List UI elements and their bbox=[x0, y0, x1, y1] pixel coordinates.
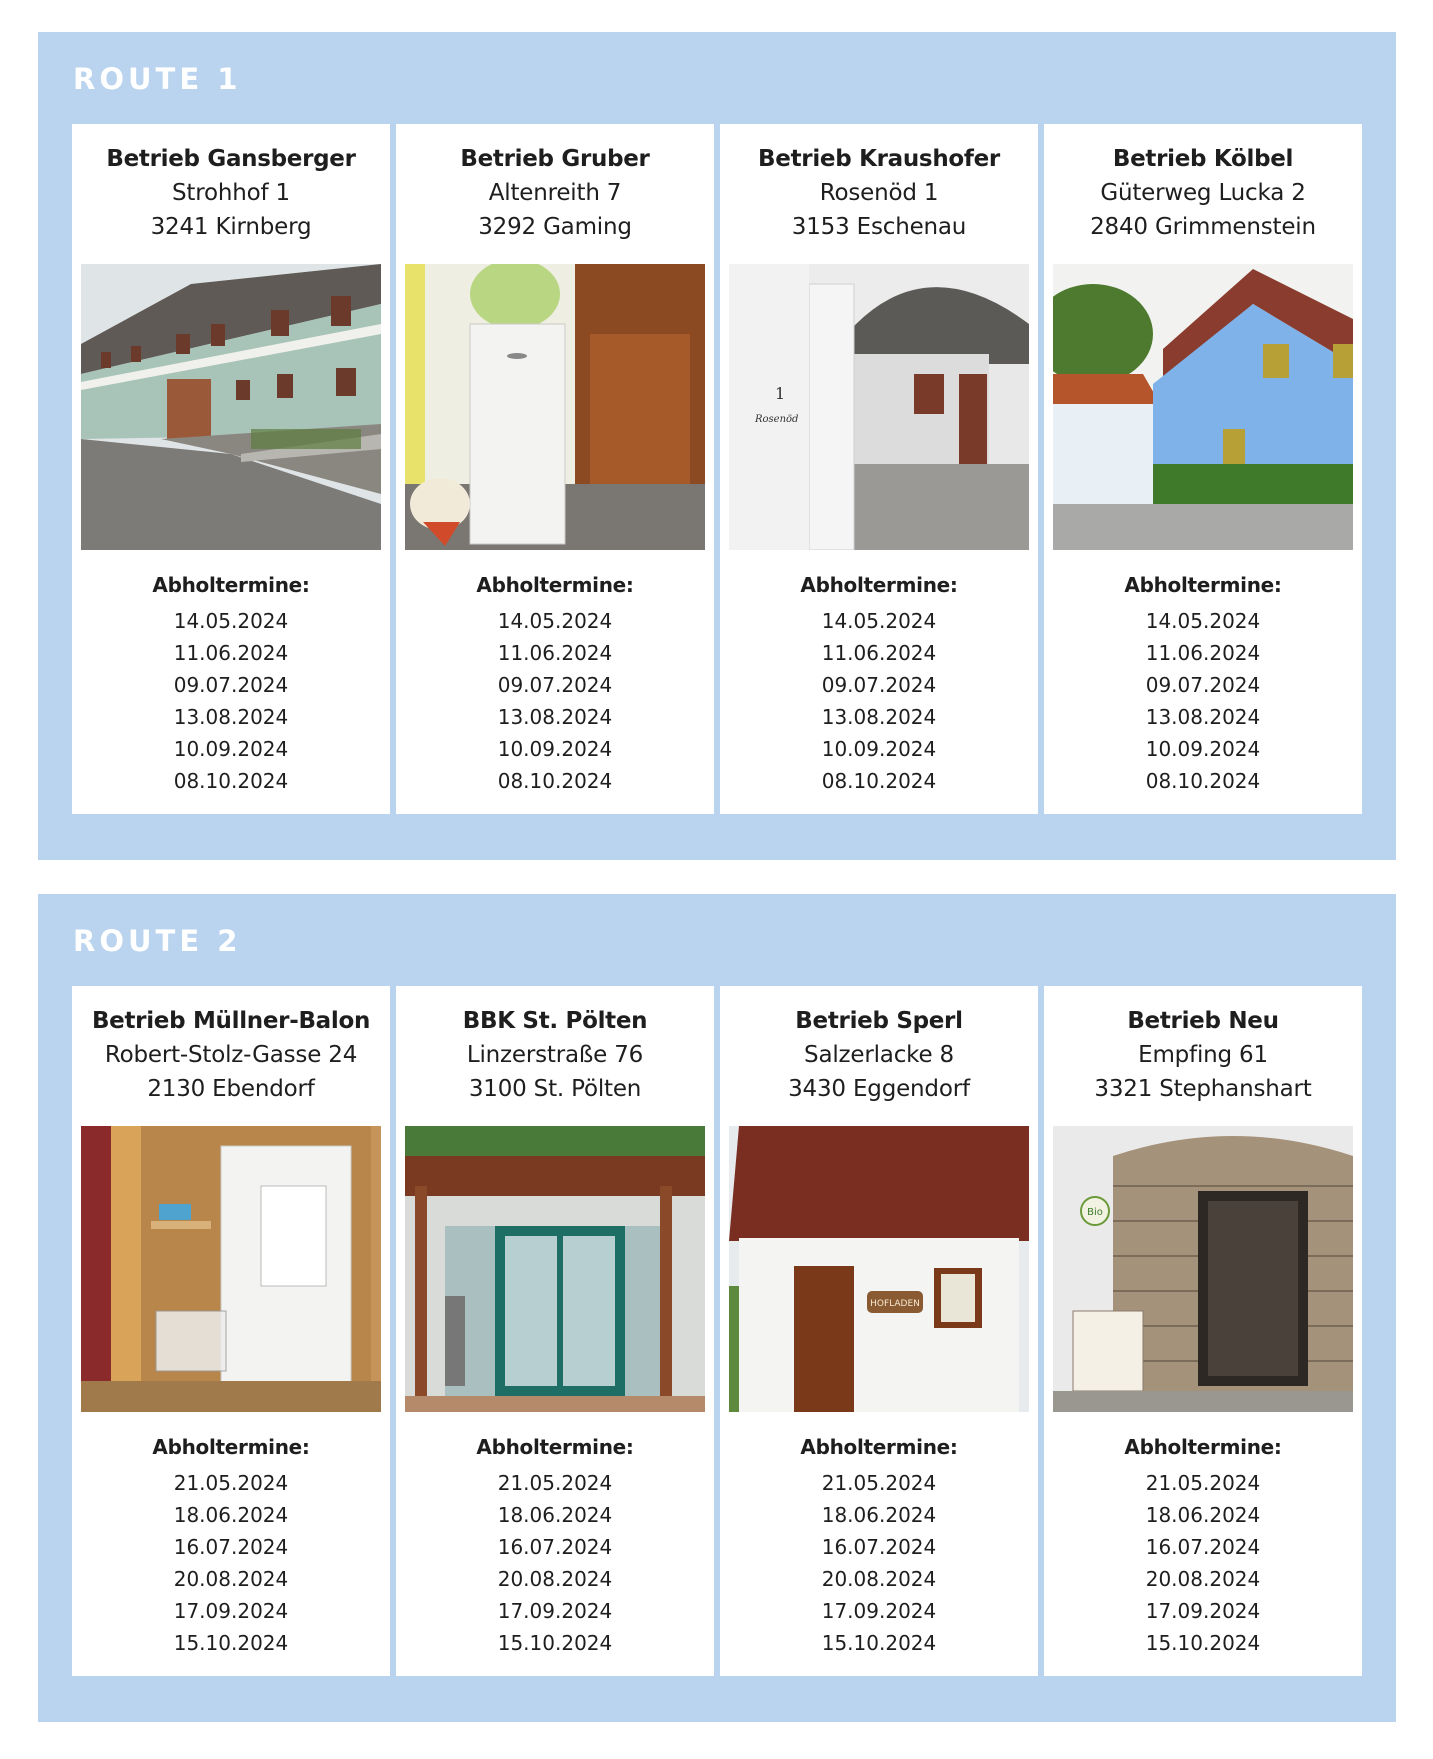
pickup-date: 10.09.2024 bbox=[821, 737, 937, 761]
farm-city: 3430 Eggendorf bbox=[788, 1076, 970, 1102]
farm-city: 3241 Kirnberg bbox=[150, 214, 312, 240]
pickup-date: 14.05.2024 bbox=[821, 609, 937, 633]
farm-photo-archway bbox=[729, 264, 1029, 550]
house-number-sign: 1 bbox=[775, 384, 786, 403]
route-title: ROUTE 1 bbox=[73, 62, 242, 96]
farm-card-list bbox=[72, 986, 1362, 1676]
farm-card-gansberger bbox=[72, 124, 390, 814]
farm-city: 2130 Ebendorf bbox=[147, 1076, 315, 1102]
pickup-date: 17.09.2024 bbox=[1145, 1599, 1261, 1623]
pickup-date: 18.06.2024 bbox=[821, 1503, 937, 1527]
farm-street: Rosenöd 1 bbox=[819, 180, 939, 206]
pickup-dates-label: Abholtermine: bbox=[800, 573, 958, 597]
farm-shop-sign: HOFLADEN bbox=[870, 1299, 920, 1309]
pickup-dates-label: Abholtermine: bbox=[800, 1435, 958, 1459]
pickup-dates-list bbox=[1044, 605, 1362, 797]
house-name-sign: Rosenöd bbox=[755, 414, 799, 425]
pickup-dates-list bbox=[396, 1467, 714, 1659]
route-title: ROUTE 2 bbox=[73, 924, 242, 958]
pickup-date: 21.05.2024 bbox=[821, 1471, 937, 1495]
farm-card-muellner-balon bbox=[72, 986, 390, 1676]
farm-photo-office-entrance bbox=[405, 1126, 705, 1412]
pickup-date: 11.06.2024 bbox=[173, 641, 289, 665]
farm-city: 3321 Stephanshart bbox=[1094, 1076, 1312, 1102]
pickup-date: 15.10.2024 bbox=[497, 1631, 613, 1655]
pickup-date: 13.08.2024 bbox=[497, 705, 613, 729]
pickup-dates-list bbox=[720, 1467, 1038, 1659]
pickup-date: 11.06.2024 bbox=[821, 641, 937, 665]
pickup-date: 08.10.2024 bbox=[173, 769, 289, 793]
pickup-date: 16.07.2024 bbox=[173, 1535, 289, 1559]
pickup-date: 09.07.2024 bbox=[173, 673, 289, 697]
pickup-date: 08.10.2024 bbox=[821, 769, 937, 793]
farm-photo-blue-house bbox=[1053, 264, 1353, 550]
pickup-date: 20.08.2024 bbox=[1145, 1567, 1261, 1591]
farm-street: Strohhof 1 bbox=[172, 180, 290, 206]
farm-name: Betrieb Gruber bbox=[460, 146, 650, 172]
farm-name: Betrieb Gansberger bbox=[106, 146, 356, 172]
pickup-date: 11.06.2024 bbox=[1145, 641, 1261, 665]
farm-street: Salzerlacke 8 bbox=[804, 1042, 954, 1068]
farm-photo-fridge-at-door bbox=[405, 264, 705, 550]
farm-photo-farmhouse bbox=[81, 264, 381, 550]
pickup-date: 21.05.2024 bbox=[497, 1471, 613, 1495]
pickup-date: 14.05.2024 bbox=[173, 609, 289, 633]
farm-street: Güterweg Lucka 2 bbox=[1100, 180, 1306, 206]
pickup-dates-label: Abholtermine: bbox=[476, 1435, 634, 1459]
pickup-dates-label: Abholtermine: bbox=[152, 573, 310, 597]
route-2-panel bbox=[38, 894, 1396, 1722]
pickup-date: 15.10.2024 bbox=[1145, 1631, 1261, 1655]
pickup-dates-label: Abholtermine: bbox=[152, 1435, 310, 1459]
pickup-date: 18.06.2024 bbox=[173, 1503, 289, 1527]
farm-card-sperl bbox=[720, 986, 1038, 1676]
pickup-dates-list bbox=[396, 605, 714, 797]
pickup-dates-label: Abholtermine: bbox=[476, 573, 634, 597]
pickup-date: 21.05.2024 bbox=[1145, 1471, 1261, 1495]
bio-logo: Bio bbox=[1087, 1207, 1103, 1218]
pickup-date: 20.08.2024 bbox=[173, 1567, 289, 1591]
pickup-dates-label: Abholtermine: bbox=[1124, 1435, 1282, 1459]
farm-street: Robert-Stolz-Gasse 24 bbox=[104, 1042, 358, 1068]
farm-street: Altenreith 7 bbox=[488, 180, 622, 206]
pickup-date: 14.05.2024 bbox=[1145, 609, 1261, 633]
pickup-date: 17.09.2024 bbox=[497, 1599, 613, 1623]
pickup-dates-list bbox=[1044, 1467, 1362, 1659]
farm-photo-stone-entrance bbox=[1053, 1126, 1353, 1412]
pickup-date: 09.07.2024 bbox=[497, 673, 613, 697]
pickup-dates-label: Abholtermine: bbox=[1124, 573, 1282, 597]
pickup-date: 10.09.2024 bbox=[497, 737, 613, 761]
farm-card-gruber bbox=[396, 124, 714, 814]
pickup-date: 13.08.2024 bbox=[821, 705, 937, 729]
farm-street: Empfing 61 bbox=[1138, 1042, 1268, 1068]
pickup-date: 09.07.2024 bbox=[821, 673, 937, 697]
pickup-dates-list bbox=[72, 1467, 390, 1659]
pickup-date: 16.07.2024 bbox=[821, 1535, 937, 1559]
farm-city: 3153 Eschenau bbox=[791, 214, 967, 240]
farm-name: Betrieb Müllner-Balon bbox=[91, 1008, 371, 1034]
pickup-date: 17.09.2024 bbox=[821, 1599, 937, 1623]
farm-card-bbk-st-poelten bbox=[396, 986, 714, 1676]
farm-photo-farm-shop bbox=[729, 1126, 1029, 1412]
pickup-date: 13.08.2024 bbox=[173, 705, 289, 729]
farm-city: 3292 Gaming bbox=[478, 214, 632, 240]
pickup-date: 18.06.2024 bbox=[497, 1503, 613, 1527]
farm-card-list bbox=[72, 124, 1362, 814]
pickup-date: 15.10.2024 bbox=[173, 1631, 289, 1655]
pickup-date: 10.09.2024 bbox=[1145, 737, 1261, 761]
farm-name: Betrieb Neu bbox=[1127, 1008, 1279, 1034]
pickup-date: 16.07.2024 bbox=[497, 1535, 613, 1559]
pickup-date: 17.09.2024 bbox=[173, 1599, 289, 1623]
pickup-dates-list bbox=[720, 605, 1038, 797]
farm-name: Betrieb Kraushofer bbox=[758, 146, 1000, 172]
farm-card-kraushofer bbox=[720, 124, 1038, 814]
farm-name: Betrieb Sperl bbox=[795, 1008, 963, 1034]
pickup-date: 16.07.2024 bbox=[1145, 1535, 1261, 1559]
farm-card-koelbel bbox=[1044, 124, 1362, 814]
route-1-panel bbox=[38, 32, 1396, 860]
pickup-date: 08.10.2024 bbox=[1145, 769, 1261, 793]
farm-city: 3100 St. Pölten bbox=[468, 1076, 642, 1102]
pickup-date: 09.07.2024 bbox=[1145, 673, 1261, 697]
pickup-date: 08.10.2024 bbox=[497, 769, 613, 793]
farm-name: Betrieb Kölbel bbox=[1112, 146, 1294, 172]
pickup-dates-list bbox=[72, 605, 390, 797]
pickup-date: 18.06.2024 bbox=[1145, 1503, 1261, 1527]
farm-city: 2840 Grimmenstein bbox=[1090, 214, 1316, 240]
pickup-date: 13.08.2024 bbox=[1145, 705, 1261, 729]
farm-street: Linzerstraße 76 bbox=[466, 1042, 644, 1068]
farm-card-neu bbox=[1044, 986, 1362, 1676]
pickup-date: 11.06.2024 bbox=[497, 641, 613, 665]
pickup-date: 10.09.2024 bbox=[173, 737, 289, 761]
pickup-date: 14.05.2024 bbox=[497, 609, 613, 633]
pickup-date: 20.08.2024 bbox=[821, 1567, 937, 1591]
farm-name: BBK St. Pölten bbox=[462, 1008, 648, 1034]
farm-photo-fridge-in-shed bbox=[81, 1126, 381, 1412]
pickup-date: 15.10.2024 bbox=[821, 1631, 937, 1655]
pickup-date: 21.05.2024 bbox=[173, 1471, 289, 1495]
pickup-date: 20.08.2024 bbox=[497, 1567, 613, 1591]
